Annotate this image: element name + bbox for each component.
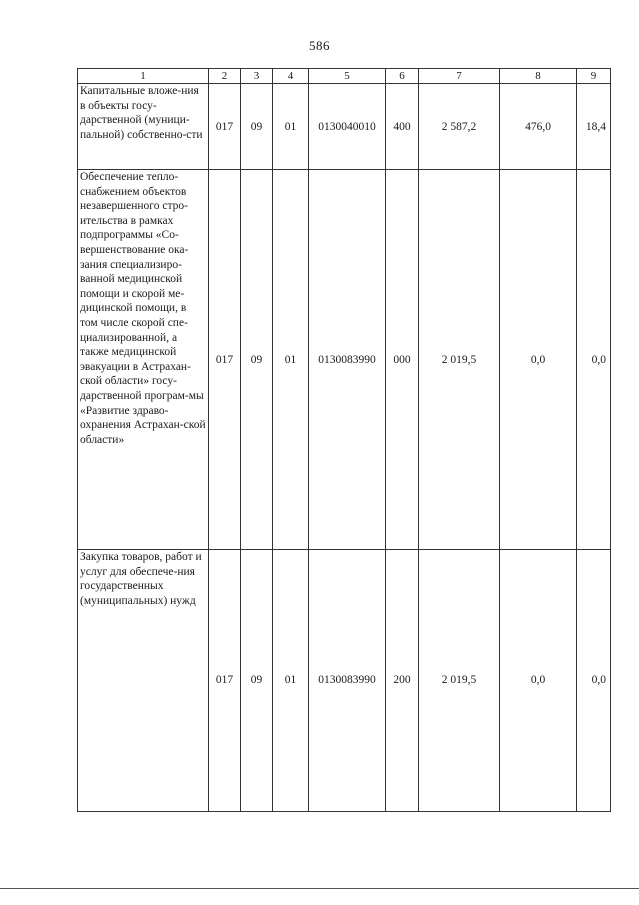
row-name: Закупка товаров, работ и услуг для обеспече-ния государственных (муниципальных) нужд: [78, 550, 209, 812]
subsection-code: 01: [273, 550, 309, 812]
amount-col8: 476,0: [500, 84, 577, 170]
header-cell: 3: [241, 69, 273, 84]
amount-col7: 2 587,2: [419, 84, 500, 170]
header-row: [78, 69, 611, 84]
target-article-code: 0130083990: [309, 550, 386, 812]
amount-col8: 0,0: [500, 550, 577, 812]
ministry-code: 017: [209, 550, 241, 812]
header-cell: 5: [309, 69, 386, 84]
header-cell: 9: [577, 69, 611, 84]
section-code: 09: [241, 170, 273, 550]
header-cell: 7: [419, 69, 500, 84]
table-row: [78, 550, 611, 812]
amount-col7: 2 019,5: [419, 170, 500, 550]
header-cell: 8: [500, 69, 577, 84]
subsection-code: 01: [273, 84, 309, 170]
budget-table: [77, 68, 611, 812]
target-article-code: 0130040010: [309, 84, 386, 170]
page-number: 586: [309, 38, 330, 53]
table-row: [78, 170, 611, 550]
header-cell: 1: [78, 69, 209, 84]
ministry-code: 017: [209, 84, 241, 170]
target-article-code: 0130083990: [309, 170, 386, 550]
expense-type-code: 000: [386, 170, 419, 550]
amount-col9: 0,0: [577, 550, 611, 812]
amount-col7: 2 019,5: [419, 550, 500, 812]
subsection-code: 01: [273, 170, 309, 550]
amount-col9: 0,0: [577, 170, 611, 550]
amount-col9: 18,4: [577, 84, 611, 170]
header-cell: 2: [209, 69, 241, 84]
amount-col8: 0,0: [500, 170, 577, 550]
header-cell: 4: [273, 69, 309, 84]
section-code: 09: [241, 84, 273, 170]
page-bottom-divider: [0, 888, 639, 889]
section-code: 09: [241, 550, 273, 812]
expense-type-code: 400: [386, 84, 419, 170]
row-name: Обеспечение тепло-снабжением объектов незавершенного стро-ительства в рамках подпрограммы «Со-вершенствование ока-зания специализиро-ванной медицинской помощи и скорой ме-дицинской помощи, в том числе скорой спе-циализированной, а также медицинской эвакуации в Астрахан-ской области» госу-дарственной програм-мы «Развитие здраво-охранения Астрахан-ской области»: [78, 170, 209, 550]
ministry-code: 017: [209, 170, 241, 550]
row-name: Капитальные вложе-ния в объекты госу-дарственной (муници-пальной) собственно-сти: [78, 84, 209, 170]
table-row: [78, 84, 611, 170]
expense-type-code: 200: [386, 550, 419, 812]
header-cell: 6: [386, 69, 419, 84]
